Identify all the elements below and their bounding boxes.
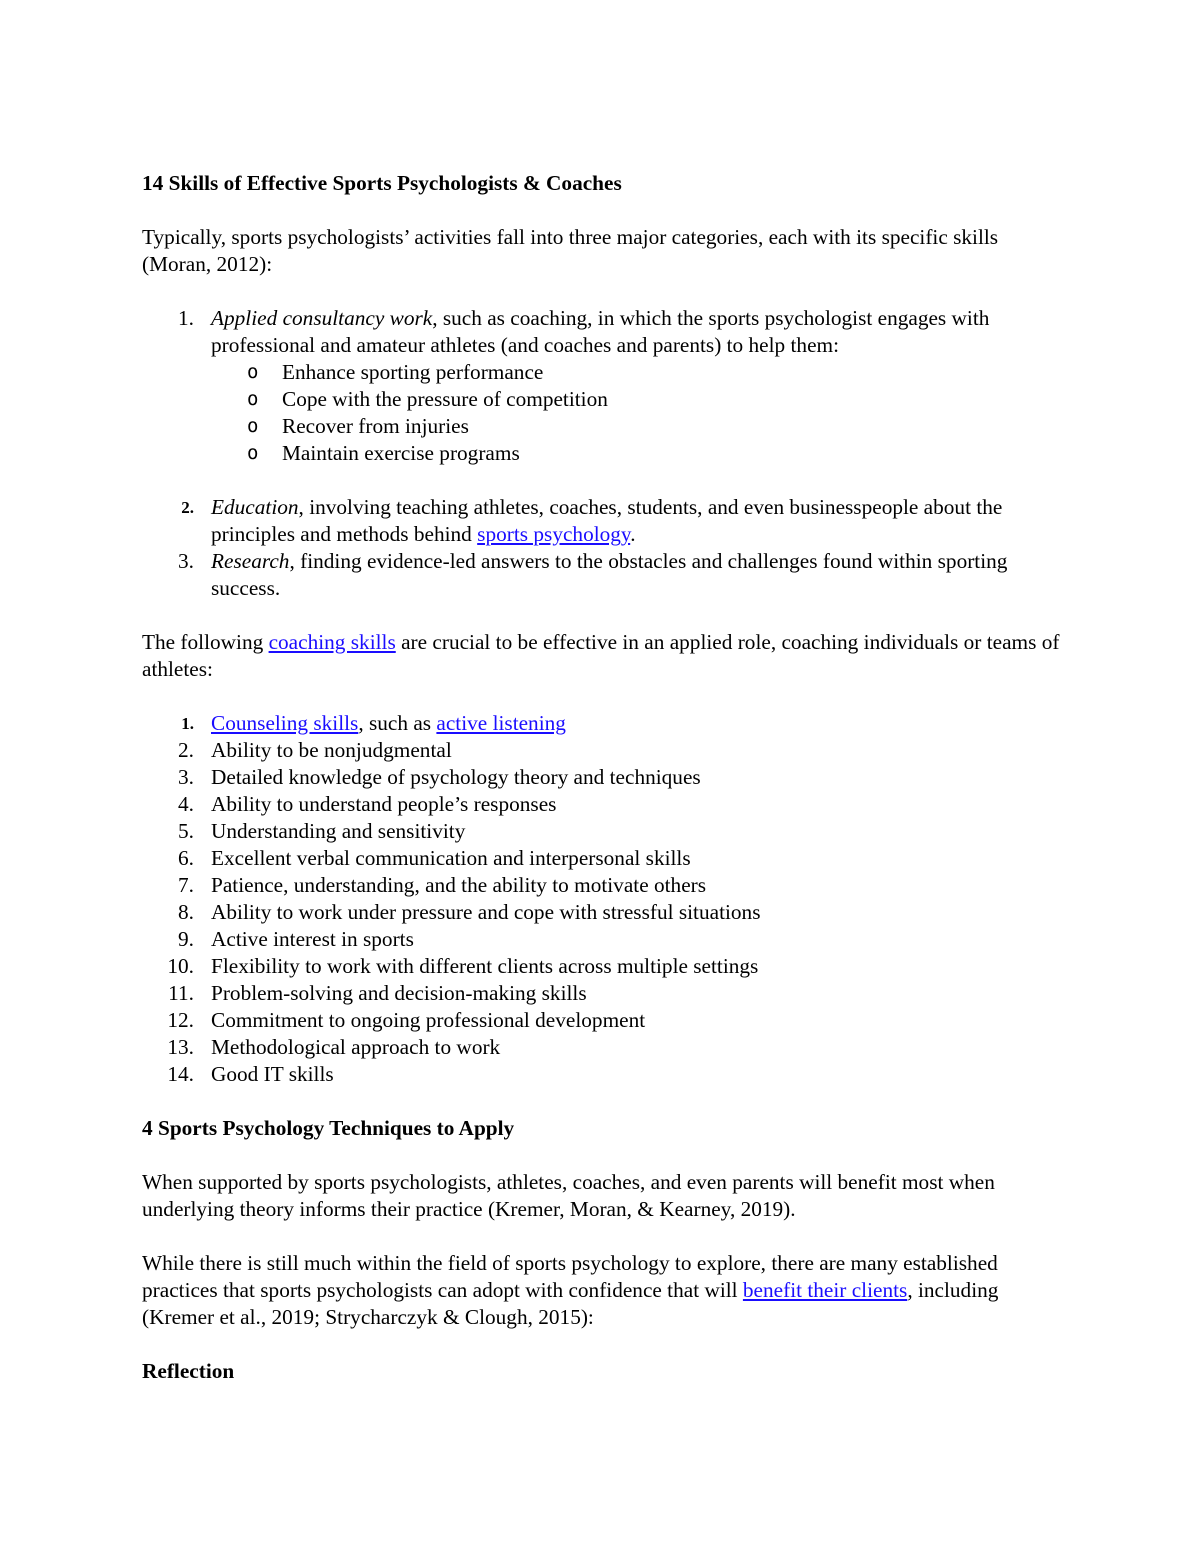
techniques-paragraph-2: While there is still much within the field of sports psychology to explore, there are many established practices that sports psychologists can adopt with confidence that will benefit their clients, including (Kremer et al., 2019; Strycharczyk & Clough, 2015): [142, 1251, 999, 1329]
techniques-paragraph-1: When supported by sports psychologists, athletes, coaches, and even parents will benefit most when underlying theory informs their practice (Kremer, Moran, & Kearney, 2019). [142, 1170, 995, 1221]
list-number: 11. [168, 981, 194, 1005]
list-item: 9. Active interest in sports [142, 926, 1062, 953]
sub-list-item: o Recover from injuries [247, 414, 469, 438]
list-number: 7. [178, 873, 194, 897]
list-item: 8. Ability to work under pressure and cope with stressful situations [142, 899, 1062, 926]
benefit-their-clients-link[interactable]: benefit their clients [742, 1278, 908, 1302]
sub-list-item: o Maintain exercise programs [247, 441, 520, 465]
list-item: 13. Methodological approach to work [142, 1034, 1062, 1061]
list-item-research: 3. Research, finding evidence-led answers to the obstacles and challenges found within sporting success. [142, 548, 1062, 602]
term-research: Research [211, 549, 290, 573]
list-item: 10. Flexibility to work with different clients across multiple settings [142, 953, 1062, 980]
list-number: 14. [167, 1062, 194, 1086]
sub-list-item: o Enhance sporting performance [247, 360, 544, 384]
term-education: Education [211, 495, 299, 519]
intro-paragraph: Typically, sports psychologists’ activities fall into three major categories, each with its specific skills (Moran, 2012): [142, 225, 999, 276]
sub-list [211, 359, 1062, 467]
list-item: 12. Commitment to ongoing professional development [142, 1007, 1062, 1034]
list-item: 11. Problem-solving and decision-making skills [142, 980, 1062, 1007]
sports-psychology-link[interactable]: sports psychology [477, 522, 631, 546]
counseling-skills-link[interactable]: Counseling skills [211, 711, 359, 735]
list-number: 12. [167, 1008, 194, 1032]
skills-list [142, 710, 1062, 1088]
list-item-counseling-skills: 1. Counseling skills, such as active listening [142, 710, 1062, 737]
list-item-applied-consultancy [142, 305, 1062, 467]
list-number: 2. [178, 738, 194, 762]
circle-bullet-icon: o [247, 388, 259, 410]
section-heading-skills: 14 Skills of Effective Sports Psychologists & Coaches [142, 171, 622, 195]
circle-bullet-icon: o [247, 415, 259, 437]
list-item: 6. Excellent verbal communication and interpersonal skills [142, 845, 1062, 872]
sub-list-item: o Cope with the pressure of competition [247, 387, 608, 411]
list-item-education: 2. Education, involving teaching athletes, coaches, students, and even businesspeople about the principles and methods behind sports psychology. [142, 494, 1062, 548]
list-number: 1. [181, 714, 194, 733]
list-number: 13. [167, 1035, 194, 1059]
circle-bullet-icon: o [247, 361, 259, 383]
document-page [142, 170, 1062, 1385]
list-number: 1. [178, 306, 194, 330]
circle-bullet-icon: o [247, 442, 259, 464]
categories-list-continued [142, 494, 1062, 602]
list-number: 10. [167, 954, 194, 978]
term-applied-consultancy: Applied consultancy work [211, 306, 433, 330]
list-number: 5. [178, 819, 194, 843]
list-item: 2. Ability to be nonjudgmental [142, 737, 1062, 764]
list-number: 3. [178, 765, 194, 789]
subheading-reflection: Reflection [142, 1359, 235, 1383]
categories-list [142, 305, 1062, 467]
list-number: 4. [178, 792, 194, 816]
section-heading-techniques: 4 Sports Psychology Techniques to Apply [142, 1116, 515, 1140]
list-number: 3. [178, 549, 194, 573]
list-number: 9. [178, 927, 194, 951]
active-listening-link[interactable]: active listening [436, 711, 566, 735]
list-number: 2. [181, 498, 194, 517]
list-item: 7. Patience, understanding, and the ability to motivate others [142, 872, 1062, 899]
list-item: 3. Detailed knowledge of psychology theory and techniques [142, 764, 1062, 791]
list-number: 6. [178, 846, 194, 870]
list-item-text: , such as coaching, in which the sports psychologist engages with professional and amateur athletes (and coaches and parents) to help them: [211, 306, 990, 357]
list-number: 8. [178, 900, 194, 924]
coaching-skills-link[interactable]: coaching skills [268, 630, 396, 654]
list-item: 4. Ability to understand people’s responses [142, 791, 1062, 818]
list-item: 5. Understanding and sensitivity [142, 818, 1062, 845]
skills-intro-paragraph: The following coaching skills are crucial to be effective in an applied role, coaching individuals or teams of athletes: [142, 630, 1060, 681]
list-item: 14. Good IT skills [142, 1061, 1062, 1088]
